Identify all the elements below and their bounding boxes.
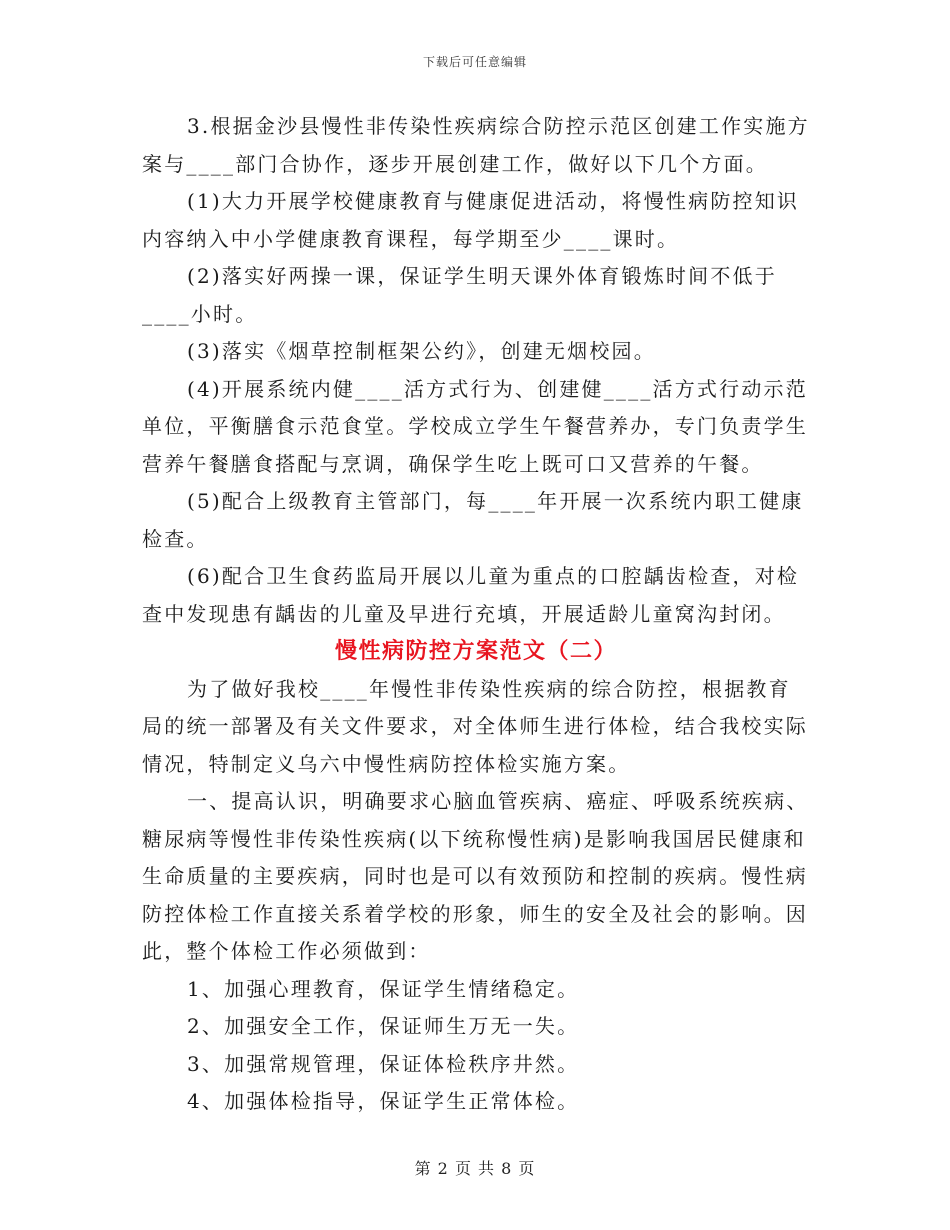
- section-title: 慢性病防控方案范文（二）: [334, 639, 617, 664]
- paragraph-subitem-6: (6)配合卫生食药监局开展以儿童为重点的口腔龋齿检查，对检查中发现患有龋齿的儿童及早进行充填，开展适龄儿童窝沟封闭。: [142, 564, 800, 626]
- paragraph-section-one: 一、提高认识，明确要求心脑血管疾病、癌症、呼吸系统疾病、糖尿病等慢性非传染性疾病(以下统称慢性病)是影响我国居民健康和生命质量的主要疾病，同时也是可以有效预防和控制的疾病。慢性病防控体检工作直接关系着学校的形象，师生的安全及社会的影响。因此，整个体检工作必须做到：: [142, 789, 809, 963]
- page-number-footer: 第 2 页 共 8 页: [414, 1159, 536, 1178]
- list-item-2: 2、加强安全工作，保证师生万无一失。: [187, 1014, 580, 1038]
- paragraph-subitem-3: (3)落实《烟草控制框架公约》，创建无烟校园。: [187, 339, 656, 363]
- document-body: [142, 108, 810, 1121]
- paragraph-subitem-4: (4)开展系统内健____活方式行为、创建健____活方式行动示范单位，平衡膳食示范食堂。学校成立学生午餐营养办，专门负责学生营养午餐膳食搭配与烹调，确保学生吃上既可口又营养的午餐。: [142, 376, 808, 476]
- paragraph-subitem-5: (5)配合上级教育主管部门，每____年开展一次系统内职工健康检查。: [142, 489, 804, 551]
- paragraph-intro: 为了做好我校____年慢性非传染性疾病的综合防控，根据教育局的统一部署及有关文件要求，对全体师生进行体检，结合我校实际情况，特制定义乌六中慢性病防控体检实施方案。: [142, 676, 808, 776]
- paragraph-subitem-1: (1)大力开展学校健康教育与健康促进活动，将慢性病防控知识内容纳入中小学健康教育课程，每学期至少____课时。: [142, 189, 800, 251]
- list-item-1: 1、加强心理教育，保证学生情绪稳定。: [187, 976, 580, 1001]
- paragraph-subitem-2: (2)落实好两操一课，保证学生明天课外体育锻炼时间不低于____小时。: [142, 264, 777, 326]
- list-item-4: 4、加强体检指导，保证学生正常体检。: [187, 1089, 580, 1113]
- list-item-3: 3、加强常规管理，保证体检秩序井然。: [187, 1051, 580, 1076]
- paragraph-item-3: 3.根据金沙县慢性非传染性疾病综合防控示范区创建工作实施方案与____部门合协作，逐步开展创建工作，做好以下几个方面。: [142, 114, 810, 176]
- page-header: 下载后可任意编辑: [422, 55, 527, 69]
